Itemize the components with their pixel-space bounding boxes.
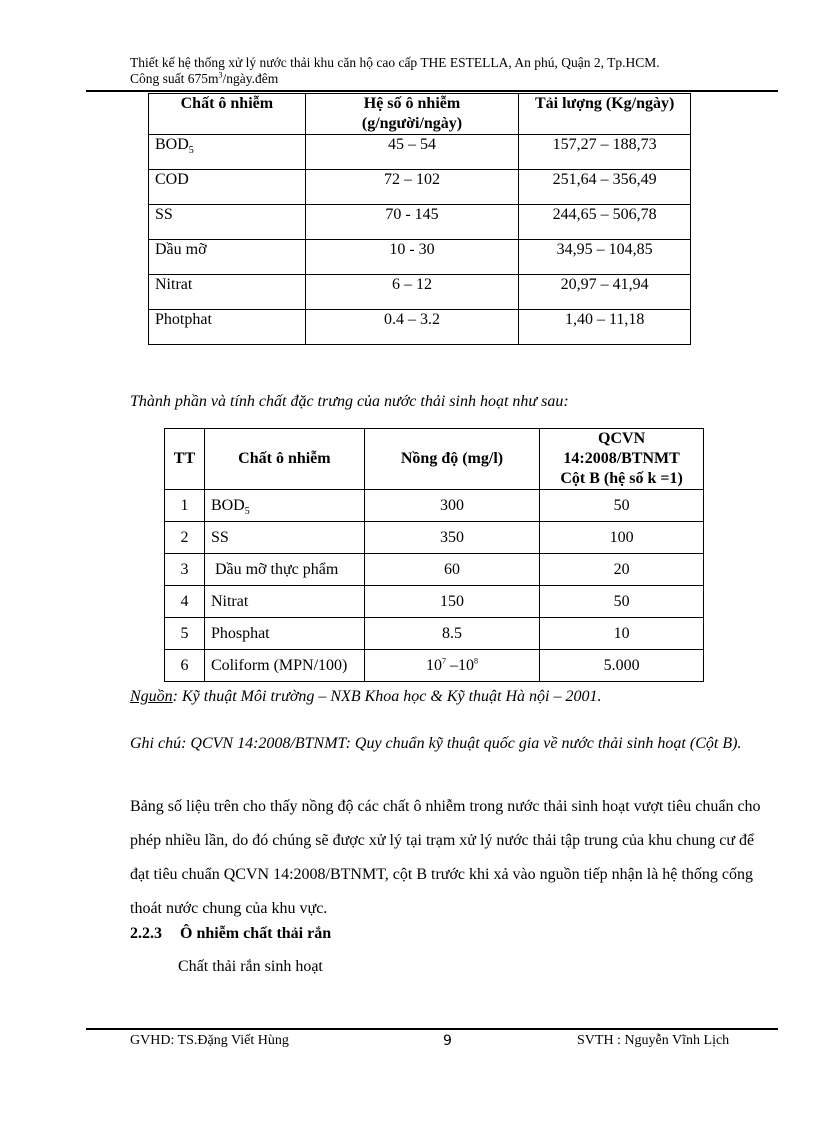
source-citation: Nguồn: Kỹ thuật Môi trường – NXB Khoa học & Kỹ thuật Hà nội – 2001. — [130, 688, 602, 705]
cell-pollutant: SS — [204, 522, 364, 554]
table-header-row — [165, 429, 704, 490]
cell-standard: 20 — [540, 554, 704, 586]
cell-load: 251,64 – 356,49 — [519, 170, 691, 205]
table-header-row — [149, 94, 691, 135]
cell-coefficient: 45 – 54 — [305, 135, 519, 170]
cell-pollutant: Phosphat — [204, 618, 364, 650]
cell-coefficient: 70 - 145 — [305, 205, 519, 240]
cell-pollutant: Dầu mỡ thực phẩm — [204, 554, 364, 586]
cell-concentration: 300 — [364, 490, 539, 522]
cell-pollutant: $BOD_5$ — [149, 135, 306, 170]
header-title: Thiết kế hệ thống xử lý nước thải khu căn hộ cao cấp THE ESTELLA, An phú, Quận 2, Tp.HCM. — [130, 55, 660, 70]
col-header-standard: QCVN 14:2008/BTNMT Cột B (hệ số k =1) — [540, 429, 704, 490]
cell-tt: 4 — [165, 586, 205, 618]
cell-tt: 2 — [165, 522, 205, 554]
cell-concentration: 150 — [364, 586, 539, 618]
pollution-load-table — [148, 93, 691, 345]
cell-pollutant: $BOD_5$ — [204, 490, 364, 522]
cell-concentration: 60 — [364, 554, 539, 586]
cell-load: 34,95 – 104,85 — [519, 240, 691, 275]
col-header-load: Tải lượng (Kg/ngày) — [519, 94, 691, 135]
cell-coefficient: 0.4 – 3.2 — [305, 310, 519, 345]
table-row — [165, 618, 704, 650]
cell-standard: 50 — [540, 490, 704, 522]
cell-tt: 1 — [165, 490, 205, 522]
table-row — [165, 650, 704, 682]
section-heading: 2.2.3 Ô nhiễm chất thải rắn — [130, 925, 332, 942]
table-row — [149, 205, 691, 240]
cell-pollutant: Coliform (MPN/100) — [204, 650, 364, 682]
table-caption: Thành phần và tính chất đặc trưng của nước thải sinh hoạt như sau: — [130, 393, 569, 410]
cell-coefficient: 72 – 102 — [305, 170, 519, 205]
cell-load: 1,40 – 11,18 — [519, 310, 691, 345]
cell-pollutant: SS — [149, 205, 306, 240]
col-header-concentration: Nồng độ (mg/l) — [364, 429, 539, 490]
subsection-heading: Chất thải rắn sinh hoạt — [178, 958, 323, 975]
header-rule — [86, 90, 778, 92]
header-capacity: Công suất $675m^3/ngày.đêm$ — [130, 70, 279, 86]
cell-pollutant: Dầu mỡ — [149, 240, 306, 275]
cell-load: 244,65 – 506,78 — [519, 205, 691, 240]
table-row — [165, 490, 704, 522]
cell-load: 20,97 – 41,94 — [519, 275, 691, 310]
col-header-pollutant: Chất ô nhiễm — [149, 94, 306, 135]
page-header — [130, 55, 780, 87]
table-row — [165, 554, 704, 586]
table-row — [149, 310, 691, 345]
concentration-table — [164, 428, 704, 682]
col-header-pollutant: Chất ô nhiễm — [204, 429, 364, 490]
cell-standard: 50 — [540, 586, 704, 618]
table-row — [149, 135, 691, 170]
cell-tt: 5 — [165, 618, 205, 650]
table-row — [165, 586, 704, 618]
col-header-tt: TT — [165, 429, 205, 490]
table-row — [149, 170, 691, 205]
cell-standard: 10 — [540, 618, 704, 650]
table-row — [149, 240, 691, 275]
body-paragraph: Bảng số liệu trên cho thấy nồng độ các chất ô nhiễm trong nước thải sinh hoạt vượt tiêu chuẩn cho phép nhiều lần, do đó chúng sẽ được xử lý tại trạm xử lý nước thải tập trung của khu chung cư để đạt tiêu chuẩn QCVN 14:2008/BTNMT, cột B trước khi xả vào nguồn tiếp nhận là hệ thống cống thoát nước chung của khu vực. — [130, 798, 761, 917]
cell-pollutant: COD — [149, 170, 306, 205]
cell-standard: 100 — [540, 522, 704, 554]
table-row — [149, 275, 691, 310]
cell-tt: 6 — [165, 650, 205, 682]
note-text: Ghi chú: QCVN 14:2008/BTNMT: Quy chuẩn kỹ thuật quốc gia về nước thải sinh hoạt (Cột B). — [130, 735, 742, 752]
cell-concentration: 350 — [364, 522, 539, 554]
cell-concentration: $10^7$ $-10^8$ — [364, 650, 539, 682]
footer-rule — [86, 1028, 778, 1030]
cell-load: 157,27 – 188,73 — [519, 135, 691, 170]
col-header-coefficient: Hệ số ô nhiễm (g/người/ngày) — [305, 94, 519, 135]
page-number: 9 — [443, 1033, 452, 1049]
cell-concentration: 8.5 — [364, 618, 539, 650]
footer-student: SVTH : Nguyễn Vĩnh Lịch — [577, 1033, 730, 1048]
cell-pollutant: Photphat — [149, 310, 306, 345]
cell-coefficient: 6 – 12 — [305, 275, 519, 310]
cell-pollutant: Nitrat — [204, 586, 364, 618]
cell-pollutant: Nitrat — [149, 275, 306, 310]
table-row — [165, 522, 704, 554]
cell-coefficient: 10 - 30 — [305, 240, 519, 275]
cell-tt: 3 — [165, 554, 205, 586]
cell-standard: 5.000 — [540, 650, 704, 682]
footer-advisor: GVHD: TS.Đặng Viết Hùng — [130, 1033, 289, 1048]
